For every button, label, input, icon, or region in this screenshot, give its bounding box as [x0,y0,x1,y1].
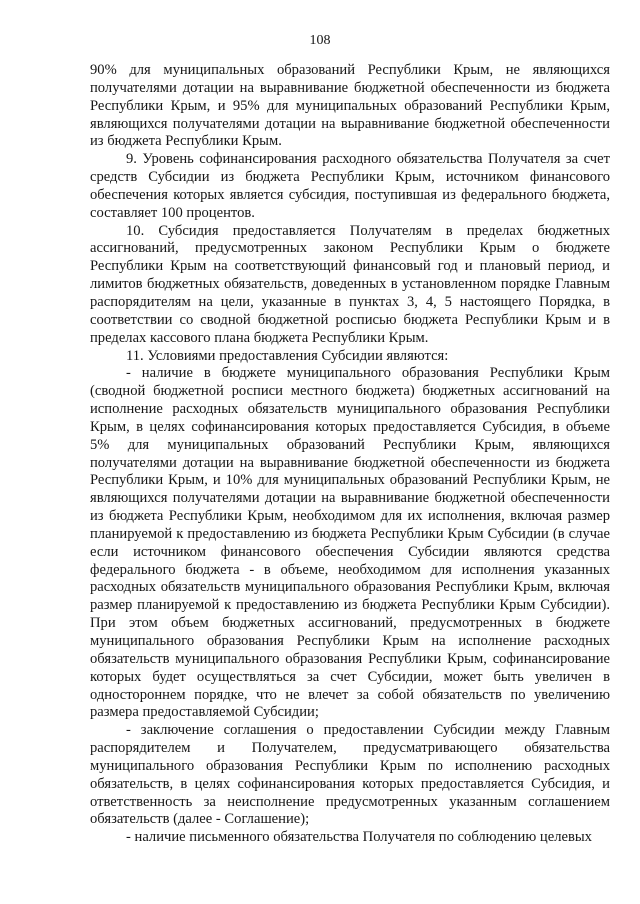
paragraph-condition-budget-allocation: - наличие в бюджете муниципального образования Республики Крым (сводной бюджетной росписи местного бюджета) бюджетных ассигнований на исполнение расходных обязательств муниципального образования Республики Крым, в целях софинансирования которых предоставляется Субсидия, в объеме 5% для муниципальных образований Республики Крым, являющихся получателями дотации на выравнивание бюджетной обеспеченности из бюджета Республики Крым, и 10% для муниципальных образований Республики Крым, не являющихся получателями дотации на выравнивание бюджетной обеспеченности из бюджета Республики Крым, необходимом для их исполнения, включая размер планируемой к предоставлению из бюджета Республики Крым Субсидии (в случае если источником финансового обеспечения Субсидии являются средства федерального бюджета - в объеме, необходимом для исполнения указанных расходных обязательств муниципального образования Республики Крым, включая размер планируемой к предоставлению из бюджета Республики Крым Субсидии). При этом объем бюджетных ассигнований, предусмотренных в бюджете муниципального образования Республики Крым на исполнение расходных обязательств муниципального образования Республики Крым, софинансирование которых будет осуществляться за счет Субсидии, может быть увеличен в одностороннем порядке, что не влечет за собой обязательств по увеличению размера предоставляемой Субсидии; [90,365,610,721]
page-number: 108 [309,33,331,48]
paragraph-item-11: 11. Условиями предоставления Субсидии являются: [126,347,449,364]
paragraph-condition-agreement: - заключение соглашения о предоставлении Субсидии между Главным распорядителем и Получателем, предусматривающего обязательства муниципального образования Республики Крым по исполнению расходных обязательств, в целях софинансирования которых предоставляется Субсидия, и ответственность за неисполнение предусмотренных указанным соглашением обязательств (далее - Соглашение); [90,722,610,828]
paragraph-continuation: 90% для муниципальных образований Республики Крым, не являющихся получателями дотации на выравнивание бюджетной обеспеченности из бюджета Республики Крым, и 95% для муниципальных образований Республики Крым, являющихся получателями дотации на выравнивание бюджетной обеспеченности из бюджета Республики Крым. [90,62,610,150]
paragraph-item-10: 10. Субсидия предоставляется Получателям в пределах бюджетных ассигнований, предусмотренных законом Республики Крым о бюджете Республики Крым на соответствующий финансовый год и плановый период, и лимитов бюджетных обязательств, доведенных в установленном порядке Главным распорядителям на цели, указанные в пунктах 3, 4, 5 настоящего Порядка, в соответствии со сводной бюджетной росписью бюджета Республики Крым и в пределах кассового плана бюджета Республики Крым. [90,222,610,346]
paragraph-condition-written-obligation: - наличие письменного обязательства Получателя по соблюдению целевых [126,829,592,846]
paragraph-item-9: 9. Уровень софинансирования расходного обязательства Получателя за счет средств Субсидии из бюджета Республики Крым, источником финансового обеспечения которых является субсидия, поступившая из федерального бюджета, составляет 100 процентов. [90,151,610,221]
document-body [90,62,610,847]
